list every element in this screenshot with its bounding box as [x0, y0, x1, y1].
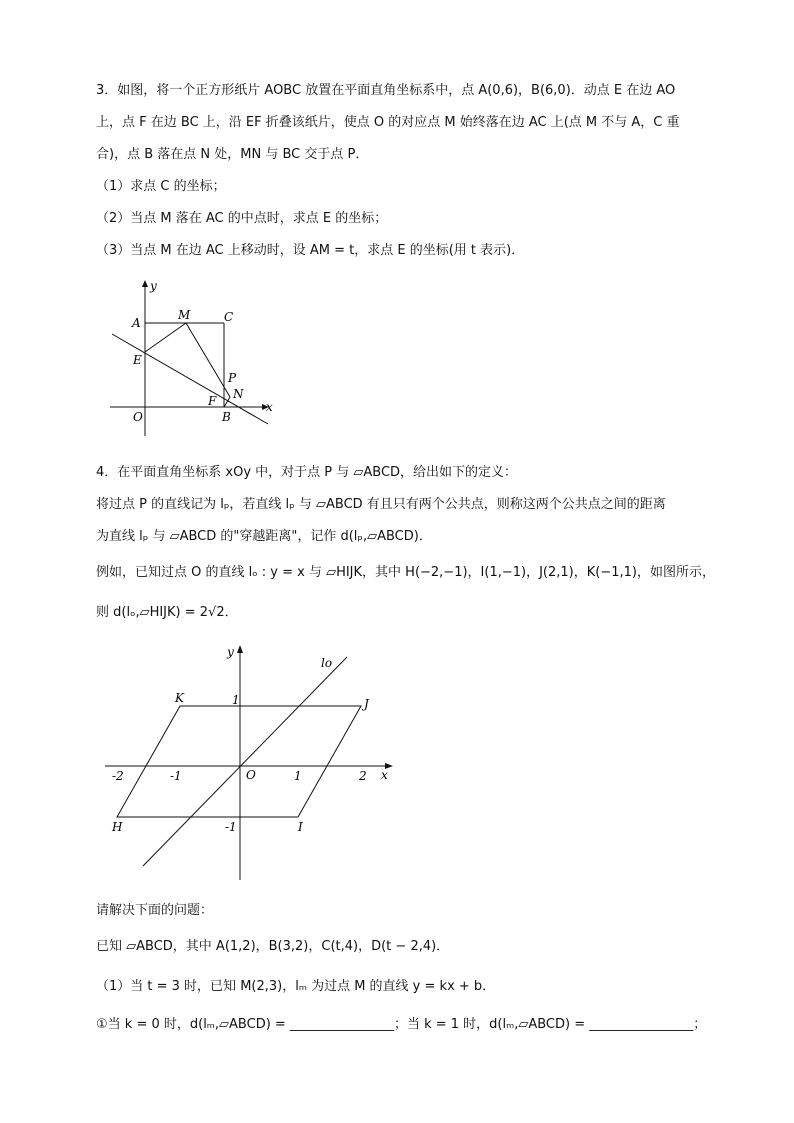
problem3-question3: （3）当点 M 在边 AC 上移动时，设 AM = t，求点 E 的坐标(用 t 表示)． [96, 243, 525, 258]
problem3-line2: 上，点 F 在边 BC 上，沿 EF 折叠该纸片，使点 O 的对应点 M 始终落在边 AC 上(点 M 不与 A，C 重 [96, 115, 680, 130]
p3-label-P: P [228, 371, 237, 385]
p4-label-neg2: -2 [112, 769, 124, 783]
problem4-line2: 将过点 P 的直线记为 lₚ，若直线 lₚ 与 ▱ABCD 有且只有两个公共点，则称这两个公共点之间的距离 [96, 497, 666, 512]
p4-label-O: O [246, 768, 256, 782]
p4-label-K: K [175, 691, 184, 705]
problem4-given: 已知 ▱ABCD，其中 A(1,2)，B(3,2)，C(t,4)，D(t − 2,4)． [96, 939, 450, 954]
p3-label-M: M [178, 308, 191, 322]
problem4-line3: 为直线 lₚ 与 ▱ABCD 的"穿越距离"，记作 d(lₚ,▱ABCD)． [96, 529, 432, 544]
p4-line-lo [143, 657, 347, 866]
p4-label-I: I [298, 820, 303, 834]
p4-label-J: J [364, 697, 369, 711]
p3-label-F: F [208, 394, 217, 408]
p4-label-H: H [112, 820, 123, 834]
p3-label-y: y [150, 279, 157, 293]
problem4-sub1: （1）当 t = 3 时，已知 M(2,3)，lₘ 为过点 M 的直线 y = kx + b． [96, 979, 496, 994]
p3-label-N: N [233, 387, 244, 401]
problem3-question2: （2）当点 M 落在 AC 的中点时，求点 E 的坐标； [96, 211, 388, 226]
problem4-line5: 则 d(lₒ,▱HIJK) = 2√2． [96, 605, 238, 620]
p4-label-x: x [381, 768, 388, 782]
problem4-figure [100, 640, 400, 885]
problem3-question1: （1）求点 C 的坐标； [96, 179, 226, 194]
p4-parallelogram-HIJK [117, 706, 361, 817]
p3-segment-MN [186, 323, 230, 397]
p4-y-arrow [237, 645, 243, 653]
p3-label-C: C [224, 310, 234, 324]
p3-label-A: A [132, 316, 141, 330]
p3-y-arrow [142, 280, 148, 287]
p4-label-neg1: -1 [170, 769, 182, 783]
p3-label-O: O [133, 410, 143, 424]
p3-label-B: B [222, 410, 231, 424]
p4-label-y: y [227, 645, 234, 659]
p4-label-lo: lo [321, 656, 333, 670]
p3-label-E: E [133, 353, 142, 367]
problem3-line1: 3．如图，将一个正方形纸片 AOBC 放置在平面直角坐标系中，点 A(0,6)，B(6,0)．动点 E 在边 AO [96, 83, 676, 98]
problem3-line3: 合)，点 B 落在点 N 处，MN 与 BC 交于点 P． [96, 147, 369, 162]
p4-label-2: 2 [359, 769, 367, 783]
problem3-figure [100, 276, 290, 442]
problem4-line4: 例如，已知过点 O 的直线 lₒ : y = x 与 ▱HIJK，其中 H(−2,−1)，I(1,−1)，J(2,1)，K(−1,1)，如图所示， [96, 565, 715, 580]
p3-segment-EM [145, 323, 186, 352]
problem4-solve-prompt: 请解决下面的问题： [96, 903, 214, 918]
problem4-sub1a: ①当 k = 0 时，d(lₘ,▱ABCD) = ________________；当 k = 1 时，d(lₘ,▱ABCD) = ________________； [96, 1017, 707, 1032]
p4-label-1-x: 1 [294, 769, 302, 783]
p4-label-1-y: 1 [232, 693, 240, 707]
p4-label-neg1-y: -1 [225, 820, 237, 834]
p3-label-x: x [266, 400, 273, 414]
problem4-line1: 4．在平面直角坐标系 xOy 中，对于点 P 与 ▱ABCD，给出如下的定义： [96, 465, 518, 480]
